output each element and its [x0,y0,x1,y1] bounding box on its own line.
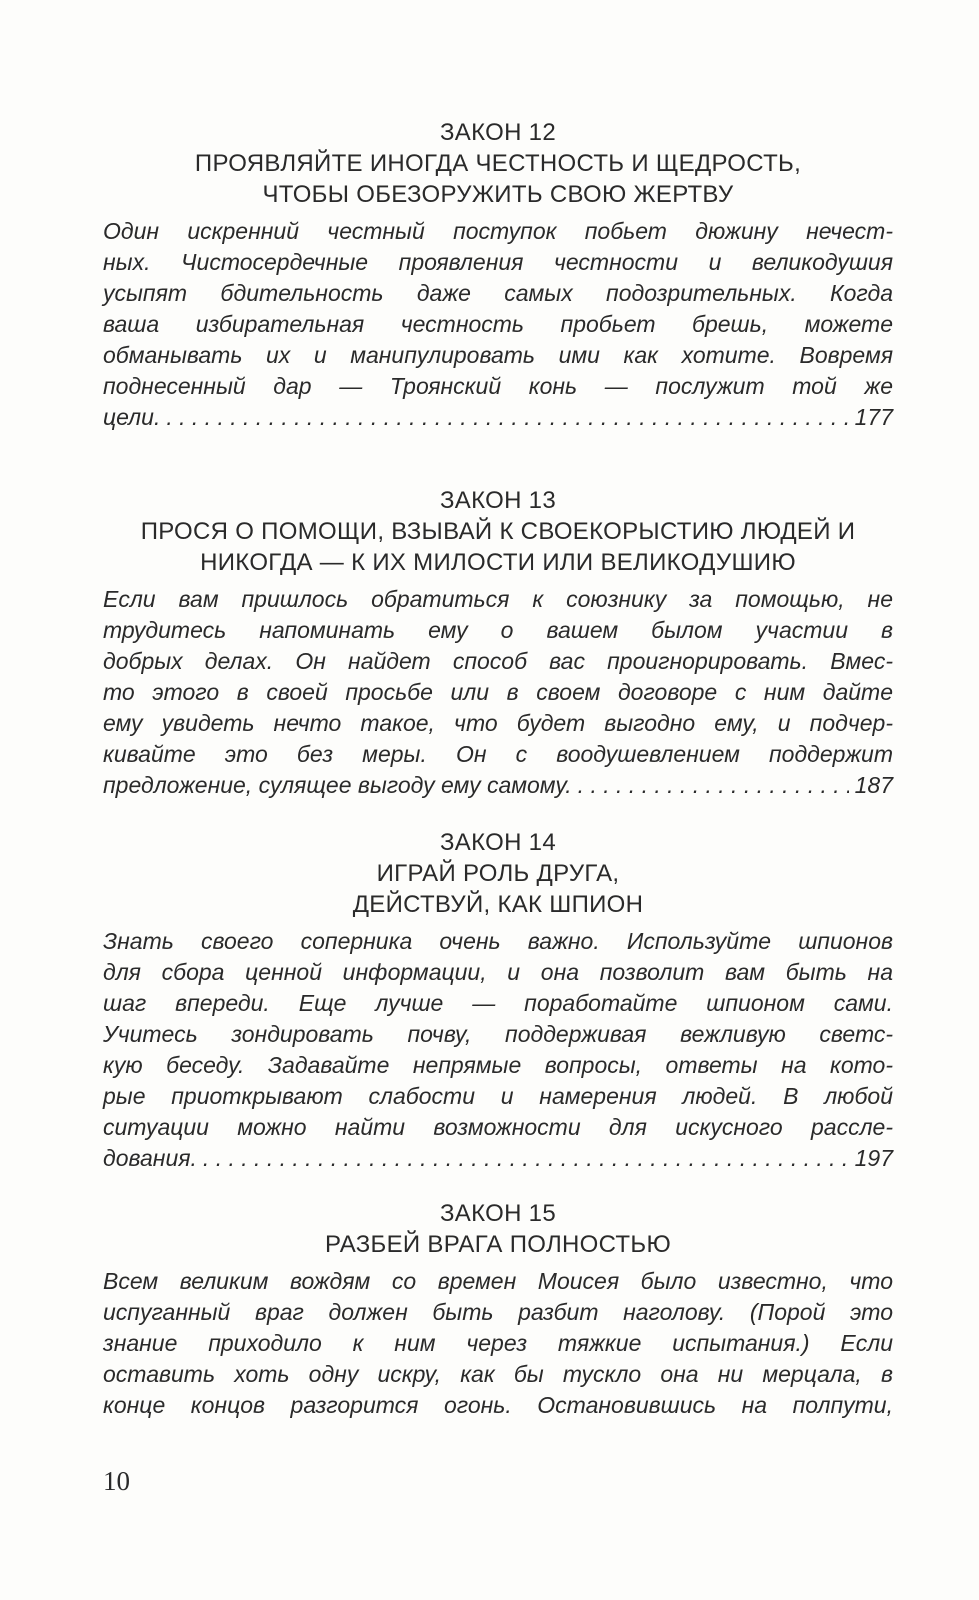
summary-line: усыпят бдительность даже самых подозрительных. Когда [103,280,893,306]
law-summary [103,216,893,433]
summary-line: Если вам пришлось обратиться к союзнику за помощью, не [103,586,893,612]
law-title-line: ПРОЯВЛЯЙТЕ ИНОГДА ЧЕСТНОСТЬ И ЩЕДРОСТЬ, [194,150,802,177]
law-title-line: НИКОГДА — К ИХ МИЛОСТИ ИЛИ ВЕЛИКОДУШИЮ [200,549,796,576]
law-number: ЗАКОН 12 [440,119,556,146]
summary-line: поднесенный дар — Троянский конь — послужит той же [103,373,893,399]
law-summary [103,584,893,801]
summary-line: шаг впереди. Еще лучше — поработайте шпионом сами. [103,990,893,1016]
summary-line: кую беседу. Задавайте непрямые вопросы, ответы на кото- [103,1052,893,1078]
summary-line: конце концов разгорится огонь. Остановившись на полпути, [103,1392,893,1418]
summary-line: добрых делах. Он найдет способ вас проигнорировать. Вмес- [103,648,893,674]
law-title-line: ДЕЙСТВУЙ, КАК ШПИОН [352,891,644,918]
page-reference: 187 [854,772,893,798]
law-title-line: ПРОСЯ О ПОМОЩИ, ВЗЫВАЙ К СВОЕКОРЫСТИЮ ЛЮДЕЙ И [140,518,856,545]
summary-line: цели. [103,404,161,430]
summary-line: предложение, сулящее выгоду ему самому. [103,772,572,798]
summary-line: рые приоткрывают слабости и намерения людей. В любой [103,1083,893,1109]
law-15-section [103,1198,893,1421]
law-13-section [103,485,893,801]
law-number: ЗАКОН 15 [440,1200,556,1227]
toc-entry-leader [103,402,893,433]
law-summary [103,926,893,1174]
summary-line: Знать своего соперника очень важно. Используйте шпионов [103,928,893,954]
dot-leader [203,1143,849,1174]
law-summary [103,1266,893,1421]
summary-line: оставить хоть одну искру, как бы тускло она ни мерцала, в [103,1361,893,1387]
summary-line: ситуации можно найти возможности для искусного рассле- [103,1114,893,1140]
law-title-line: РАЗБЕЙ ВРАГА ПОЛНОСТЬЮ [325,1231,671,1258]
dot-leader [578,770,849,801]
summary-line: трудитесь напоминать ему о вашем былом участии в [103,617,893,643]
law-title-line: ЧТОБЫ ОБЕЗОРУЖИТЬ СВОЮ ЖЕРТВУ [262,181,734,208]
law-12-section [103,117,893,433]
law-number: ЗАКОН 14 [440,829,556,856]
law-14-section [103,827,893,1174]
page-number: 10 [103,1466,130,1496]
summary-line: испуганный враг должен быть разбит наголову. (Порой это [103,1299,893,1325]
summary-line: ных. Чистосердечные проявления честности и великодушия [103,249,893,275]
summary-line: обманывать их и манипулировать ими как хотите. Вовремя [103,342,893,368]
summary-line: дования. [103,1145,197,1171]
page-reference: 177 [854,404,893,430]
summary-line: ваша избирательная честность пробьет брешь, можете [103,311,893,337]
summary-line: для сбора ценной информации, и она позволит вам быть на [103,959,893,985]
summary-line: Учитесь зондировать почву, поддерживая вежливую светс- [103,1021,893,1047]
summary-line: Всем великим вождям со времен Моисея было известно, что [103,1268,893,1294]
summary-line: то этого в своей просьбе или в своем договоре с ним дайте [103,679,893,705]
summary-line: Один искренний честный поступок побьет дюжину нечест- [103,218,893,244]
dot-leader [166,402,848,433]
toc-entry-leader [103,770,893,801]
summary-line: кивайте это без меры. Он с воодушевлением поддержит [103,741,893,767]
summary-line: ему увидеть нечто такое, что будет выгодно ему, и подчер- [103,710,893,736]
law-number: ЗАКОН 13 [440,487,556,514]
law-title-line: ИГРАЙ РОЛЬ ДРУГА, [376,860,620,887]
toc-entry-leader [103,1143,893,1174]
page-reference: 197 [854,1145,893,1171]
summary-line: знание приходило к ним через тяжкие испытания.) Если [103,1330,893,1356]
